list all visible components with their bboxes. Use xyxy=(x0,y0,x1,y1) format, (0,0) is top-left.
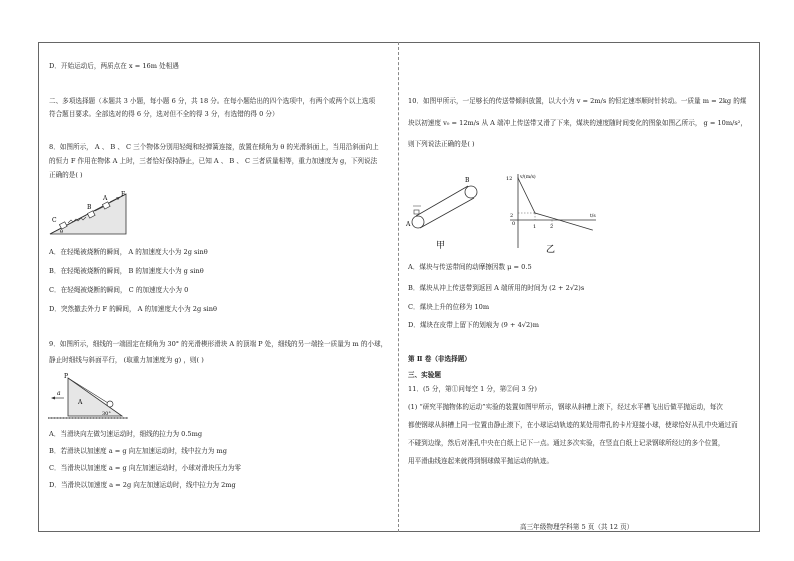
column-divider xyxy=(398,42,399,532)
tick-v2: 2 xyxy=(510,213,514,219)
q10-option-a: A．煤块与传送带间的动摩擦因数 μ = 0.5 xyxy=(408,263,532,271)
label-b: B xyxy=(87,204,92,211)
label-b: B xyxy=(465,177,470,184)
q8-option-a: A．在轻绳被烧断的瞬间， A 的加速度大小为 2g sinθ xyxy=(49,248,208,256)
label-a: A xyxy=(103,195,108,202)
q7-option-d: D．开始运动后，两质点在 x = 16m 处相遇 xyxy=(49,62,179,70)
q8-option-d: D．突然撤去外力 F 的瞬间， A 的加速度大小为 2g sinθ xyxy=(49,305,218,313)
q10-stem-line3: 则下列说法正确的是( ) xyxy=(408,140,475,148)
q10-stem-line1: 10．如图甲所示，一足够长的传送带倾斜放置，以大小为 v = 2m/s 的恒定速率顺时针转动。一质量 m = 2kg 的煤 xyxy=(408,97,747,105)
q8-stem-line2: 的恒力 F 作用在物体 A 上时，三者恰好保持静止，已知 A 、 B 、 C 三者质量相等，重力加速度为 g，下列说法 xyxy=(49,157,378,165)
vt-point-1 xyxy=(534,212,535,213)
q11-stem: 11．(5 分，第①问每空 1 分，第②问 3 分) xyxy=(408,385,537,393)
q10-option-b: B．煤块从冲上传送带到返回 A 端所用的时间为 (2 + 2√2)s xyxy=(408,284,585,292)
q11-para-line3: 不碰到边缘，然后对准孔中央在白纸上记下一点。通过多次实验，在竖直白纸上记录钢球所经过的多个位置， xyxy=(408,439,725,447)
q10-vt-chart xyxy=(500,170,600,258)
q8-stem-line3: 正确的是( ) xyxy=(49,171,83,179)
vt-point-2 xyxy=(558,219,559,220)
q9-option-a: A．当滑块向左做匀速运动时，细线的拉力为 0.5mg xyxy=(49,430,203,438)
vt-line-segment-1 xyxy=(518,178,559,220)
coal-block xyxy=(414,210,419,214)
section3-heading: 三、实验题 xyxy=(408,371,441,379)
caption-yi: 乙 xyxy=(546,245,556,255)
page-footer: 高三年级物理学科第 5 页（共 12 页） xyxy=(520,523,634,531)
q9-stem-line1: 9．如图所示，细线的一端固定在倾角为 30° 的光滑楔形滑块 A 的顶端 P 处，细线的另一端拴一质量为 m 的小球， xyxy=(49,340,388,348)
tick-0: 0 xyxy=(512,221,516,227)
q9-wedge-figure xyxy=(48,372,128,420)
vt-line-segment-2 xyxy=(559,220,593,230)
label-a: A xyxy=(406,221,411,228)
q11-para-line1: (1) “研究平抛物体的运动”实验的装置如图甲所示，钢球从斜槽上滚下，经过水平槽飞出后做平抛运动，每次 xyxy=(408,403,723,411)
q8-option-b: B．在轻绳被烧断的瞬间， B 的加速度大小为 g sinθ xyxy=(49,267,204,275)
caption-jia: 甲 xyxy=(436,241,446,251)
label-theta: θ xyxy=(60,229,64,235)
v-axis-label: v/(m/s) xyxy=(520,175,536,180)
q10-stem-line2: 块以初速度 v₀ = 12m/s 从 A 端冲上传送带又滑了下来，煤块的速度随时间变化的图象如图乙所示， g = 10m/s²， xyxy=(408,119,747,127)
label-p: P xyxy=(64,373,69,380)
ball xyxy=(107,401,113,407)
tick-t1: 1 xyxy=(533,224,537,230)
q8-stem-line1: 8．如图所示， A 、 B 、 C 三个物体分别用轻绳和轻弹簧连接，放置在倾角为 θ 的光滑斜面上，当用沿斜面向上 xyxy=(49,143,379,151)
label-f: F xyxy=(121,191,126,198)
q10-belt-figure xyxy=(404,172,484,254)
pulley-a xyxy=(412,216,424,228)
q9-option-c: C．当滑块以加速度 a = g 向左加速运动时，小球对滑块压力为零 xyxy=(49,464,241,472)
pulley-b xyxy=(465,186,477,198)
wedge-a xyxy=(68,378,122,416)
section2-heading-line1: 二、多项选择题（本题共 3 小题，每小题 6 分，共 18 分。在每小题给出的四个选项中，有两个或两个以上选项 xyxy=(49,97,376,105)
tick-v12: 12 xyxy=(506,176,513,182)
vt-point-0 xyxy=(517,177,518,178)
q9-option-d: D．当滑块以加速度 a = 2g 向左加速运动时，线中拉力为 2mg xyxy=(49,481,236,489)
q8-incline-figure xyxy=(48,190,128,238)
section2-heading-line2: 符合题目要求。全部选对的得 6 分，选对但不全的得 3 分，有选错的得 0 分） xyxy=(49,110,279,118)
q10-option-c: C．煤块上升的位移为 10m xyxy=(408,303,490,311)
tick-t2: 2 xyxy=(550,224,554,230)
q11-para-line4: 用平滑曲线连起来就得到钢球做平抛运动的轨迹。 xyxy=(408,457,554,465)
t-axis-label: t/s xyxy=(590,214,596,219)
label-c: C xyxy=(52,217,57,224)
q10-option-d: D．煤块在皮带上留下的划痕为 (9 + 4√2)m xyxy=(408,321,540,329)
q11-para-line2: 都使钢球从斜槽上同一位置由静止滚下，在小球运动轨迹的某处用带孔的卡片迎接小球，使球恰好从孔中央通过而 xyxy=(408,421,738,429)
label-30deg: 30° xyxy=(102,411,111,417)
q8-option-c: C．在轻绳被烧断的瞬间， C 的加速度大小为 0 xyxy=(49,286,189,294)
label-a-acc: a xyxy=(57,390,61,397)
part2-title: 第 Ⅱ 卷（非选择题） xyxy=(408,355,471,363)
q9-option-b: B．若滑块以加速度 a = g 向左加速运动时，线中拉力为 mg xyxy=(49,447,227,455)
label-a-block: A xyxy=(78,399,83,406)
q9-stem-line2: 静止时细线与斜面平行， (取重力加速度为 g) ，则( ) xyxy=(49,356,204,364)
